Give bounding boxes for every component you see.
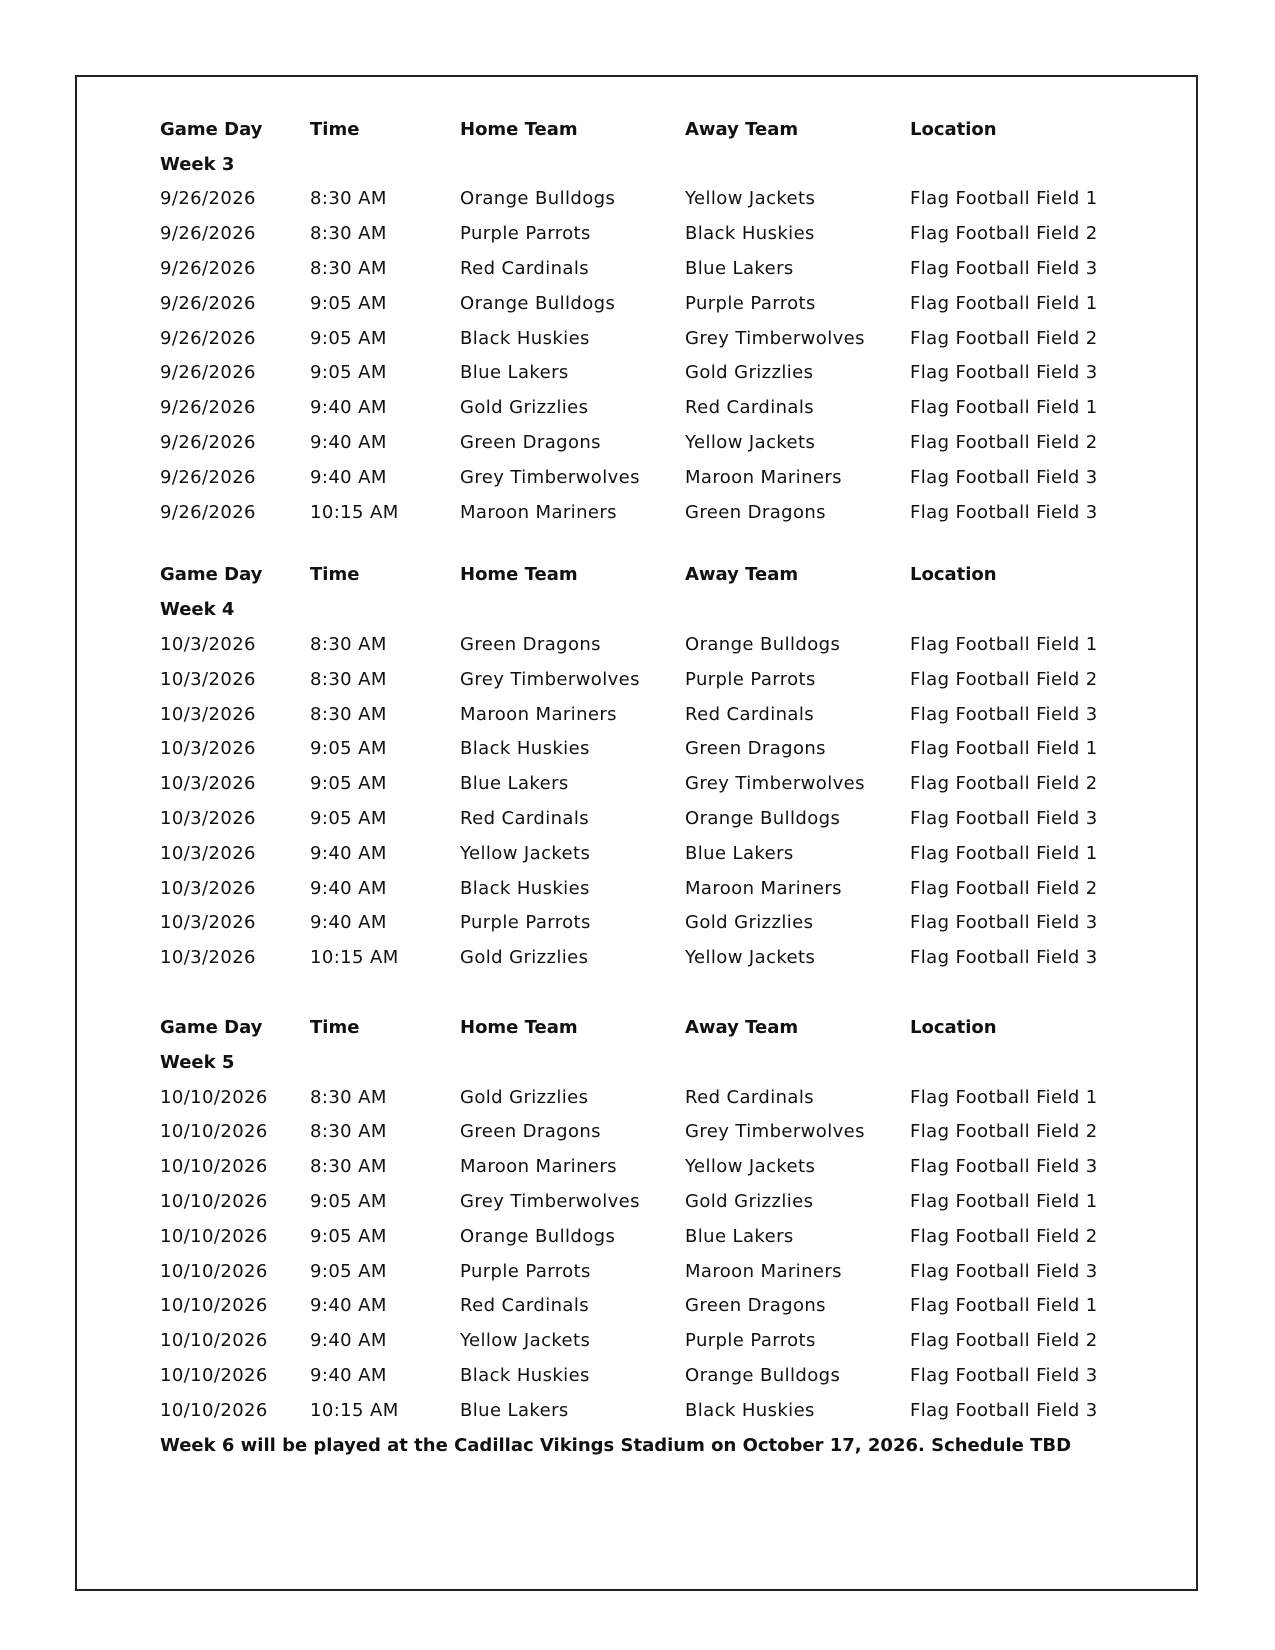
time-cell: 8:30 AM <box>310 223 387 245</box>
time-cell: 9:05 AM <box>310 1191 387 1212</box>
game-row <box>160 216 1160 251</box>
time-cell: 9:40 AM <box>310 877 387 899</box>
game-day-cell: 9/26/2026 <box>160 466 256 488</box>
away-team-cell: Blue Lakers <box>685 1225 794 1247</box>
column-header-location: Location <box>910 1017 997 1039</box>
column-header-row <box>160 558 1160 593</box>
game-row <box>160 390 1160 425</box>
home-team-cell: Black Huskies <box>460 738 590 760</box>
game-day-cell: 10/3/2026 <box>160 912 256 934</box>
location-cell: Flag Football Field 1 <box>910 738 1098 760</box>
time-cell: 9:05 AM <box>310 362 387 384</box>
away-team-cell: Orange Bulldogs <box>685 1364 841 1386</box>
game-row <box>160 425 1160 460</box>
game-day-cell: 10/3/2026 <box>160 634 256 656</box>
column-header-away-team: Away Team <box>685 564 799 586</box>
game-row <box>160 1184 1160 1219</box>
location-cell: Flag Football Field 3 <box>910 501 1098 523</box>
away-team-cell: Purple Parrots <box>685 1330 816 1352</box>
home-team-cell: Grey Timberwolves <box>460 668 640 690</box>
time-cell: 9:40 AM <box>310 1295 387 1317</box>
location-cell: Flag Football Field 1 <box>910 188 1098 210</box>
game-day-cell: 10/10/2026 <box>160 1225 268 1247</box>
time-cell: 8:30 AM <box>310 703 387 725</box>
column-header-home-team: Home Team <box>460 1017 578 1039</box>
location-cell: Flag Football Field 1 <box>910 1295 1098 1317</box>
away-team-cell: Gold Grizzlies <box>685 912 814 934</box>
home-team-cell: Orange Bulldogs <box>460 292 616 314</box>
game-day-cell: 10/3/2026 <box>160 877 256 899</box>
game-row <box>160 940 1160 975</box>
column-header-away-team: Away Team <box>685 118 799 140</box>
game-row <box>160 1254 1160 1289</box>
home-team-cell: Orange Bulldogs <box>460 1225 616 1247</box>
away-team-cell: Maroon Mariners <box>685 466 842 488</box>
home-team-cell: Gold Grizzlies <box>460 947 589 969</box>
time-cell: 8:30 AM <box>310 1156 387 1178</box>
home-team-cell: Purple Parrots <box>460 223 591 245</box>
time-cell: 8:30 AM <box>310 258 387 280</box>
location-cell: Flag Football Field 1 <box>910 634 1098 656</box>
location-cell: Flag Football Field 3 <box>910 466 1098 488</box>
game-row <box>160 1219 1160 1254</box>
game-row <box>160 182 1160 217</box>
game-day-cell: 10/3/2026 <box>160 773 256 795</box>
location-cell: Flag Football Field 3 <box>910 912 1098 934</box>
game-day-cell: 10/3/2026 <box>160 703 256 725</box>
game-day-cell: 10/10/2026 <box>160 1156 268 1178</box>
away-team-cell: Orange Bulldogs <box>685 634 841 656</box>
location-cell: Flag Football Field 3 <box>910 362 1098 384</box>
home-team-cell: Black Huskies <box>460 1364 590 1386</box>
away-team-cell: Gold Grizzlies <box>685 362 814 384</box>
game-row <box>160 662 1160 697</box>
home-team-cell: Orange Bulldogs <box>460 188 616 210</box>
away-team-cell: Yellow Jackets <box>685 432 816 454</box>
column-header-time: Time <box>310 564 360 586</box>
game-row <box>160 627 1160 662</box>
game-day-cell: 9/26/2026 <box>160 501 256 523</box>
time-cell: 9:05 AM <box>310 738 387 760</box>
game-day-cell: 10/10/2026 <box>160 1399 268 1421</box>
game-day-cell: 10/3/2026 <box>160 842 256 864</box>
game-day-cell: 9/26/2026 <box>160 432 256 454</box>
game-row <box>160 697 1160 732</box>
column-header-away-team: Away Team <box>685 1017 799 1039</box>
time-cell: 9:40 AM <box>310 912 387 934</box>
column-header-time: Time <box>310 1017 360 1039</box>
game-day-cell: 10/3/2026 <box>160 668 256 690</box>
game-day-cell: 10/10/2026 <box>160 1121 268 1143</box>
location-cell: Flag Football Field 1 <box>910 1086 1098 1108</box>
location-cell: Flag Football Field 3 <box>910 1260 1098 1282</box>
column-header-row <box>160 112 1160 147</box>
home-team-cell: Red Cardinals <box>460 808 590 830</box>
away-team-cell: Maroon Mariners <box>685 1260 842 1282</box>
home-team-cell: Maroon Mariners <box>460 501 617 523</box>
game-day-cell: 10/10/2026 <box>160 1086 268 1108</box>
column-header-game-day: Game Day <box>160 1017 263 1039</box>
home-team-cell: Grey Timberwolves <box>460 1191 640 1212</box>
game-day-cell: 10/3/2026 <box>160 947 256 969</box>
away-team-cell: Gold Grizzlies <box>685 1191 814 1212</box>
away-team-cell: Green Dragons <box>685 738 826 760</box>
home-team-cell: Gold Grizzlies <box>460 1086 589 1108</box>
location-cell: Flag Football Field 2 <box>910 773 1098 795</box>
away-team-cell: Red Cardinals <box>685 703 815 725</box>
away-team-cell: Black Huskies <box>685 223 815 245</box>
home-team-cell: Yellow Jackets <box>460 842 591 864</box>
game-row <box>160 1115 1160 1150</box>
game-day-cell: 10/10/2026 <box>160 1295 268 1317</box>
week-section <box>160 112 1160 530</box>
home-team-cell: Blue Lakers <box>460 1399 569 1421</box>
week-label-row <box>160 1045 1160 1080</box>
location-cell: Flag Football Field 2 <box>910 1330 1098 1352</box>
game-day-cell: 9/26/2026 <box>160 292 256 314</box>
game-day-cell: 10/3/2026 <box>160 738 256 760</box>
location-cell: Flag Football Field 3 <box>910 1399 1098 1421</box>
week-label: Week 5 <box>160 1051 235 1073</box>
home-team-cell: Red Cardinals <box>460 1295 590 1317</box>
location-cell: Flag Football Field 1 <box>910 1191 1098 1212</box>
game-row <box>160 251 1160 286</box>
game-day-cell: 10/10/2026 <box>160 1330 268 1352</box>
location-cell: Flag Football Field 3 <box>910 258 1098 280</box>
game-day-cell: 10/10/2026 <box>160 1364 268 1386</box>
location-cell: Flag Football Field 3 <box>910 1156 1098 1178</box>
time-cell: 9:40 AM <box>310 432 387 454</box>
column-header-game-day: Game Day <box>160 118 263 140</box>
away-team-cell: Orange Bulldogs <box>685 808 841 830</box>
away-team-cell: Yellow Jackets <box>685 1156 816 1178</box>
location-cell: Flag Football Field 1 <box>910 292 1098 314</box>
time-cell: 8:30 AM <box>310 1086 387 1108</box>
time-cell: 9:05 AM <box>310 327 387 349</box>
home-team-cell: Blue Lakers <box>460 773 569 795</box>
away-team-cell: Blue Lakers <box>685 842 794 864</box>
column-header-location: Location <box>910 564 997 586</box>
schedule-document <box>160 112 1160 1462</box>
time-cell: 8:30 AM <box>310 1121 387 1143</box>
game-day-cell: 9/26/2026 <box>160 223 256 245</box>
away-team-cell: Yellow Jackets <box>685 188 816 210</box>
time-cell: 9:40 AM <box>310 397 387 419</box>
time-cell: 10:15 AM <box>310 947 399 969</box>
game-row <box>160 732 1160 767</box>
home-team-cell: Green Dragons <box>460 432 601 454</box>
location-cell: Flag Football Field 2 <box>910 668 1098 690</box>
location-cell: Flag Football Field 2 <box>910 1225 1098 1247</box>
game-day-cell: 10/10/2026 <box>160 1191 268 1212</box>
away-team-cell: Grey Timberwolves <box>685 773 865 795</box>
location-cell: Flag Football Field 3 <box>910 947 1098 969</box>
home-team-cell: Maroon Mariners <box>460 1156 617 1178</box>
away-team-cell: Purple Parrots <box>685 668 816 690</box>
home-team-cell: Black Huskies <box>460 877 590 899</box>
column-header-game-day: Game Day <box>160 564 263 586</box>
location-cell: Flag Football Field 2 <box>910 432 1098 454</box>
time-cell: 8:30 AM <box>310 634 387 656</box>
game-row <box>160 836 1160 871</box>
week-label: Week 4 <box>160 599 235 621</box>
away-team-cell: Grey Timberwolves <box>685 327 865 349</box>
home-team-cell: Gold Grizzlies <box>460 397 589 419</box>
game-row <box>160 321 1160 356</box>
time-cell: 9:05 AM <box>310 1260 387 1282</box>
column-header-home-team: Home Team <box>460 118 578 140</box>
game-row <box>160 871 1160 906</box>
game-row <box>160 906 1160 941</box>
time-cell: 9:40 AM <box>310 1364 387 1386</box>
home-team-cell: Purple Parrots <box>460 912 591 934</box>
game-row <box>160 460 1160 495</box>
column-header-home-team: Home Team <box>460 564 578 586</box>
section-spacer <box>160 530 1160 558</box>
location-cell: Flag Football Field 1 <box>910 842 1098 864</box>
home-team-cell: Green Dragons <box>460 1121 601 1143</box>
away-team-cell: Black Huskies <box>685 1399 815 1421</box>
home-team-cell: Yellow Jackets <box>460 1330 591 1352</box>
week-label-row <box>160 147 1160 182</box>
home-team-cell: Maroon Mariners <box>460 703 617 725</box>
home-team-cell: Blue Lakers <box>460 362 569 384</box>
location-cell: Flag Football Field 2 <box>910 877 1098 899</box>
time-cell: 8:30 AM <box>310 668 387 690</box>
game-row <box>160 1149 1160 1184</box>
game-day-cell: 9/26/2026 <box>160 327 256 349</box>
away-team-cell: Green Dragons <box>685 1295 826 1317</box>
away-team-cell: Blue Lakers <box>685 258 794 280</box>
away-team-cell: Red Cardinals <box>685 1086 815 1108</box>
time-cell: 9:05 AM <box>310 292 387 314</box>
away-team-cell: Grey Timberwolves <box>685 1121 865 1143</box>
away-team-cell: Yellow Jackets <box>685 947 816 969</box>
location-cell: Flag Football Field 2 <box>910 327 1098 349</box>
game-row <box>160 1323 1160 1358</box>
time-cell: 10:15 AM <box>310 501 399 523</box>
column-header-row <box>160 1010 1160 1045</box>
location-cell: Flag Football Field 2 <box>910 1121 1098 1143</box>
game-row <box>160 286 1160 321</box>
game-day-cell: 10/3/2026 <box>160 808 256 830</box>
game-day-cell: 9/26/2026 <box>160 188 256 210</box>
game-row <box>160 356 1160 391</box>
week-label: Week 3 <box>160 153 235 175</box>
game-row <box>160 766 1160 801</box>
column-header-location: Location <box>910 118 997 140</box>
game-row <box>160 801 1160 836</box>
time-cell: 9:40 AM <box>310 466 387 488</box>
time-cell: 9:05 AM <box>310 1225 387 1247</box>
time-cell: 10:15 AM <box>310 1399 399 1421</box>
home-team-cell: Black Huskies <box>460 327 590 349</box>
home-team-cell: Grey Timberwolves <box>460 466 640 488</box>
week-label-row <box>160 592 1160 627</box>
column-header-time: Time <box>310 118 360 140</box>
time-cell: 8:30 AM <box>310 188 387 210</box>
game-day-cell: 10/10/2026 <box>160 1260 268 1282</box>
game-day-cell: 9/26/2026 <box>160 397 256 419</box>
location-cell: Flag Football Field 3 <box>910 1364 1098 1386</box>
location-cell: Flag Football Field 3 <box>910 808 1098 830</box>
week-section <box>160 558 1160 976</box>
time-cell: 9:40 AM <box>310 842 387 864</box>
location-cell: Flag Football Field 2 <box>910 223 1098 245</box>
location-cell: Flag Football Field 3 <box>910 703 1098 725</box>
week-6-note: Week 6 will be played at the Cadillac Vikings Stadium on October 17, 2026. Schedule TBD <box>160 1434 1072 1456</box>
time-cell: 9:05 AM <box>310 808 387 830</box>
game-row <box>160 1358 1160 1393</box>
location-cell: Flag Football Field 1 <box>910 397 1098 419</box>
game-row <box>160 1289 1160 1324</box>
away-team-cell: Purple Parrots <box>685 292 816 314</box>
game-day-cell: 9/26/2026 <box>160 258 256 280</box>
away-team-cell: Red Cardinals <box>685 397 815 419</box>
time-cell: 9:40 AM <box>310 1330 387 1352</box>
game-row <box>160 495 1160 530</box>
home-team-cell: Green Dragons <box>460 634 601 656</box>
time-cell: 9:05 AM <box>310 773 387 795</box>
game-day-cell: 9/26/2026 <box>160 362 256 384</box>
game-row <box>160 1393 1160 1428</box>
away-team-cell: Maroon Mariners <box>685 877 842 899</box>
home-team-cell: Red Cardinals <box>460 258 590 280</box>
game-row <box>160 1080 1160 1115</box>
week-section <box>160 1010 1160 1428</box>
section-spacer <box>160 975 1160 1010</box>
away-team-cell: Green Dragons <box>685 501 826 523</box>
home-team-cell: Purple Parrots <box>460 1260 591 1282</box>
